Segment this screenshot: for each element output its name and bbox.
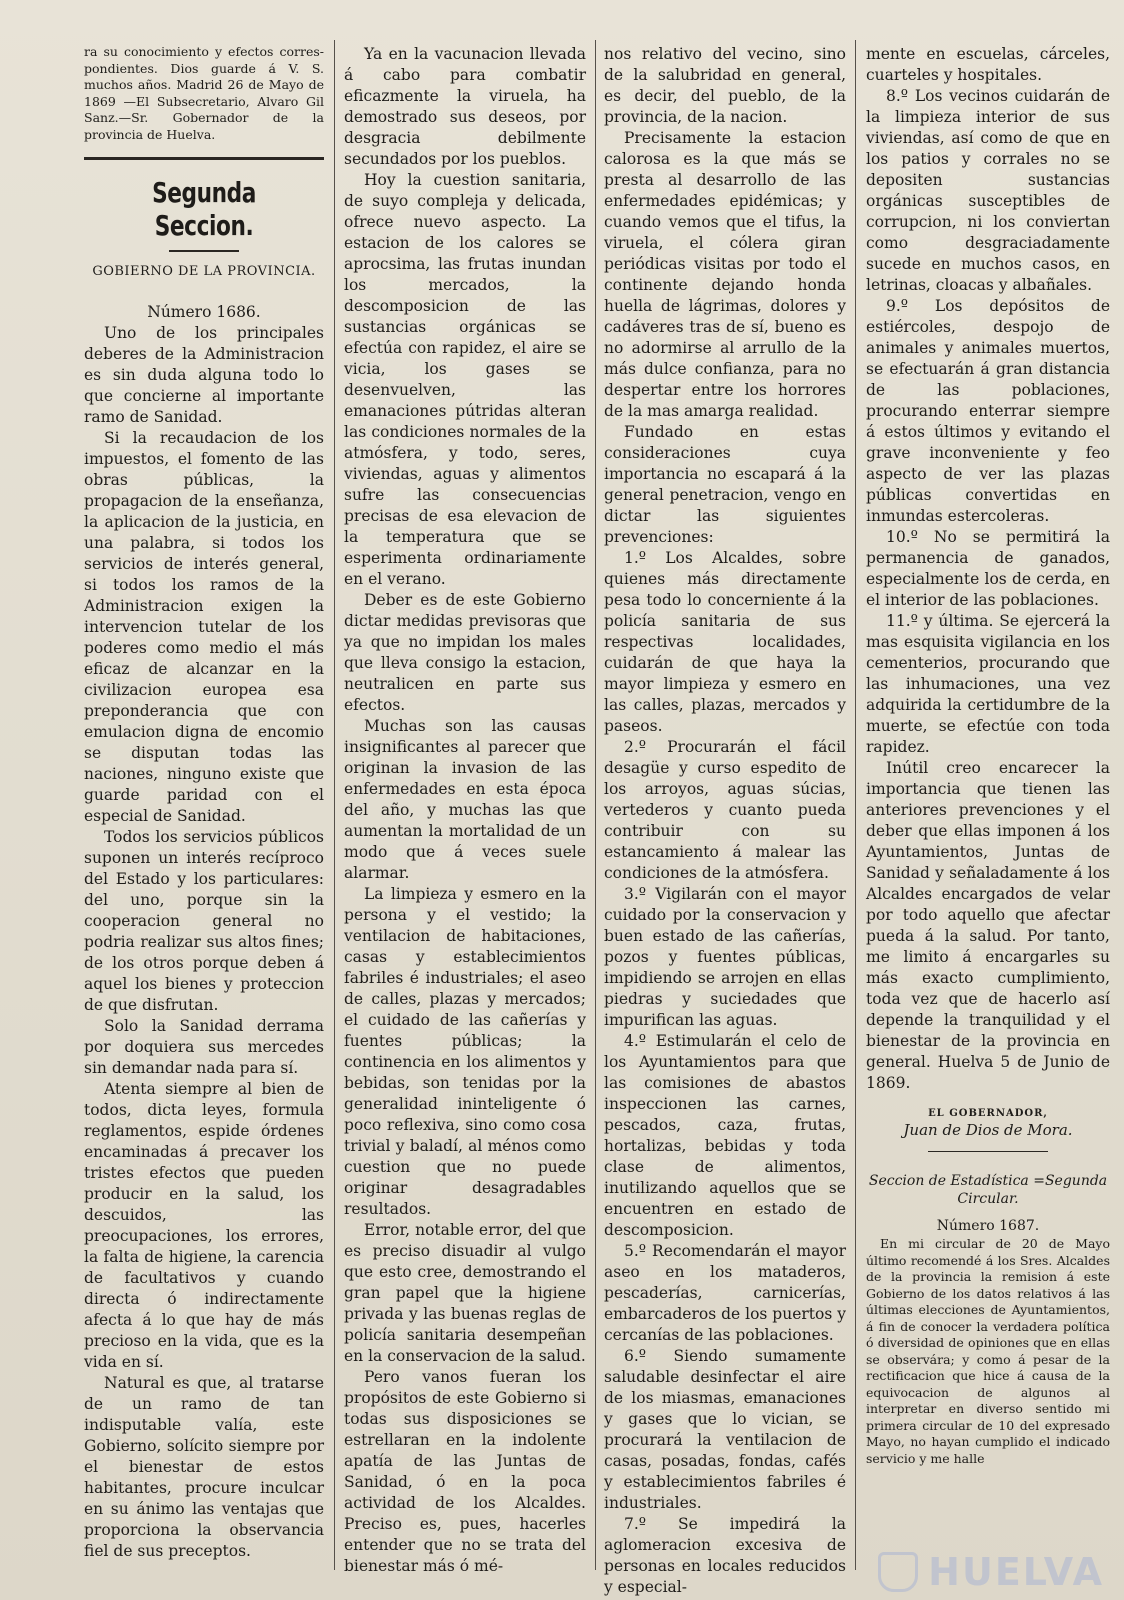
prevention-item: 3.º Vigilarán con el mayor cuidado por la conservacion y buen estado de las cañerías, pozos y fuentes públicas, impidiendo se arrojen en ellas piedras y suciedades que impurifican las aguas. [604, 885, 846, 1029]
paragraph: Hoy la cuestion sanitaria, de suyo compleja y delicada, ofrece nuevo aspecto. La estacion de los calores se aprocsima, las frutas inundan los mercados, la descomposicion de las sustancias orgánicas se efectúa con rapidez, el aire se vicia, los gases se desenvuelven, las emanaciones pútridas alteran las condiciones normales de la atmósfera, y todo, seres, viviendas, aguas y alimentos sufre las consecuencias precisas de esa elevacion de la temperatura que se esperimenta ordinariamente en el verano. [344, 171, 586, 588]
prevention-item: 2.º Procurarán el fácil desagüe y curso espedito de los arroyos, aguas súcias, vertederos y cuanto pueda contribuir con su estancamiento á malear las condiciones de la atmósfera. [604, 738, 846, 882]
prevention-item: 6.º Siendo sumamente saludable desinfectar el aire de los miasmas, emanaciones y gases que lo vician, se procurará la ventilacion de casas, posadas, fondas, cafés y establecimientos fabriles é industriales. [604, 1347, 846, 1512]
paragraph: Precisamente la estacion calorosa es la que más se presta al desarrollo de las enfermedades epidémicas; y cuando vemos que el tifus, la viruela, el cólera giran periódicas visitas por todo el continente dejando honda huella de lágrimas, dolores y cadáveres tras de sí, bueno es no adormirse al arrullo de la más dulce confianza, para no despertar entre los horrores de la mas amarga realidad. [604, 129, 846, 420]
paragraph: Pero vanos fueran los propósitos de este Gobierno si todas sus disposiciones se estrellaran en la indolente apatía de las Juntas de Sanidad, ó en la poca actividad de los Alcaldes. Preciso es, pues, hacerles entender que no se trata del bienestar más ó mé- [344, 1368, 586, 1575]
prevention-item: 9.º Los depósitos de estiércoles, despojo de animales y animales muertos, se efectuarán á gran distancia de las poblaciones, procurando enterrar siempre á estos últimos y evitando el grave inconveniente y feo aspecto de ver las plazas públicas convertidas en inmundas estercoleras. [866, 297, 1110, 525]
article-divider [928, 1151, 1048, 1152]
paragraph: Solo la Sanidad derrama por doquiera sus mercedes sin demandar nada para sí. [84, 1017, 324, 1077]
section-divider [84, 157, 324, 160]
prevention-item: 7.º Se impedirá la aglomeracion excesiva de personas en locales reducidos y especial- [604, 1515, 846, 1596]
prevention-item: 10.º No se permitirá la permanencia de ganados, especialmente los de cerda, en el interior de las poblaciones. [866, 528, 1110, 609]
watermark-text: HUELVA [928, 1550, 1104, 1594]
paragraph: Ya en la vacunacion llevada á cabo para combatir eficazmente la viruela, ha demostrado sus deseos, por desgracia debilmente secundados por los pueblos. [344, 45, 586, 168]
previous-article-ending: ra su conocimiento y efectos corres-pondientes. Dios guarde á V. S. muchos años. Madrid 26 de Mayo de 1869 —El Subsecretario, Alvaro Gil Sanz.—Sr. Gobernador de la provincia de Huelva. [84, 44, 324, 142]
column-4 [866, 44, 1110, 1568]
circular-number: Número 1687. [936, 1218, 1040, 1234]
prevention-item: 1.º Los Alcaldes, sobre quienes más directamente pesa todo lo concerniente á la policía sanitaria de sus respectivas localidades, cuidarán de que haya la mayor limpieza y esmero en las calles, plazas, mercados y paseos. [604, 549, 846, 735]
signature-role: EL GOBERNADOR, [928, 1108, 1048, 1119]
prevention-item: 8.º Los vecinos cuidarán de la limpieza interior de sus viviendas, así como de que en los patios y corrales no se depositen sustancias orgánicas susceptibles de corrupcion, ni los conviertan como desgraciadamente sucede en muchos casos, en letrinas, cloacas y albañales. [866, 87, 1110, 294]
column-2 [344, 44, 586, 1575]
paragraph: Todos los servicios públicos suponen un interés recíproco del Estado y los particulares: del uno, porque sin la cooperacion general no podria realizar sus altos fines; de los otros porque deben á aquel los bienes y proteccion de que disfrutan. [84, 828, 324, 1014]
paragraph: Fundado en estas consideraciones cuya importancia no escapará á la general penetracion, vengo en dictar las siguientes prevenciones: [604, 423, 846, 546]
shield-icon [878, 1552, 918, 1592]
signature-name: Juan de Dios de Mora. [903, 1121, 1073, 1139]
prevention-item: 4.º Estimularán el celo de los Ayuntamientos para que las comisiones de abastos inspeccionen las carnes, pescados, caza, frutas, hortalizas, bebidas y toda clase de alimentos, inutilizando aquellos que se encuentren en estado de descomposicion. [604, 1032, 846, 1239]
paragraph: Error, notable error, del que es preciso disuadir al vulgo que esto cree, demostrando el gran papel que la higiene privada y las buenas reglas de policía sanitaria desempeñan en la conservacion de la salud. [344, 1221, 586, 1365]
column-3 [604, 44, 846, 1596]
subsection-heading: GOBIERNO DE LA PROVINCIA. [92, 264, 316, 279]
paragraph-continuation: nos relativo del vecino, sino de la salubridad en general, es decir, del pueblo, de la provincia, de la nacion. [604, 45, 846, 126]
paragraph: Deber es de este Gobierno dictar medidas previsoras que ya que no impidan los males que lleva consigo la estacion, neutralicen en parte sus efectos. [344, 591, 586, 714]
column-rule [595, 40, 596, 1570]
paragraph: Natural es que, al tratarse de un ramo de tan indisputable valía, este Gobierno, solícito siempre por el bienestar de estos habitantes, procure inculcar en su ánimo las ventajas que proporciona la observancia fiel de sus preceptos. [84, 1374, 324, 1560]
article-number: Número 1686. [147, 303, 261, 321]
prevention-item: 5.º Recomendarán el mayor aseo en los mataderos, pescaderías, carnicerías, embarcaderos de los puertos y cercanías de las poblaciones. [604, 1242, 846, 1344]
paragraph: Muchas son las causas insignificantes al parecer que originan la invasion de las enfermedades en esta época del año, y muchas las que aumentan la mortalidad de un modo que á veces suele alarmar. [344, 717, 586, 882]
archive-watermark [878, 1550, 1104, 1594]
column-rule [334, 40, 335, 1570]
column-rule [855, 40, 856, 1570]
paragraph: La limpieza y esmero en la persona y el vestido; la ventilacion de habitaciones, casas y establecimientos fabriles é industriales; el aseo de calles, plazas y mercados; el cuidado de las cañerías y fuentes públicas; la continencia en los alimentos y bebidas, son tenidas por la generalidad ininteligente ó poco reflexiva, sino como cosa trivial y baladí, al ménos como cuestion que no puede originar desagradables resultados. [344, 885, 586, 1218]
paragraph-continuation: mente en escuelas, cárceles, cuarteles y hospitales. [866, 45, 1110, 84]
paragraph: Si la recaudacion de los impuestos, el fomento de las obras públicas, la propagacion de la enseñanza, la aplicacion de la justicia, en una palabra, si todos los servicios de interés general, si todos los ramos de la Administracion exigen la intervencion tutelar de los poderes como medio el más eficaz de alcanzar en la civilizacion europea esa preponderancia que con emulacion digna de encomio se disputan todas las naciones, ninguno existe que guarde paridad con el especial de Sanidad. [84, 429, 324, 825]
section-title: Segunda Seccion. [152, 176, 256, 242]
paragraph: Atenta siempre al bien de todos, dicta leyes, formula reglamentos, espide órdenes encaminadas á precaver los tristes efectos que pueden producir en la salud, los descuidos, las preocupaciones, los errores, la falta de higiene, la carencia de facultativos y cuando directa ó indirectamente afecta á lo que hay de más precioso en la vida, que es la vida en sí. [84, 1080, 324, 1371]
title-ornament-rule [169, 250, 239, 252]
paragraph: Inútil creo encarecer la importancia que tienen las anteriores prevenciones y el deber que ellas imponen á los Ayuntamientos, Juntas de Sanidad y señaladamente á los Alcaldes encargados de velar por todo aquello que afectar pueda á la salud. Por tanto, me limito á encargarles su más exacto cumplimiento, toda vez que de hacerlo así depende la tranquilidad y el bienestar de la provincia en general. Huelva 5 de Junio de 1869. [866, 759, 1110, 1092]
prevention-item: 11.º y última. Se ejercerá la mas esquisita vigilancia en los cementerios, procurando que las inhumaciones, una vez adquirida la certidumbre de la muerte, se efectúe con toda rapidez. [866, 612, 1110, 756]
column-1 [84, 44, 324, 1568]
circular-title: Seccion de Estadística =Segunda Circular. [868, 1173, 1108, 1207]
paragraph: Uno de los principales deberes de la Administracion es sin duda alguna todo lo que concierne al importante ramo de Sanidad. [84, 324, 324, 426]
circular-paragraph: En mi circular de 20 de Mayo último recomendé á los Sres. Alcaldes de la provincia la remision á este Gobierno de los datos relativos á las últimas elecciones de Ayuntamientos, á fin de conocer la verdadera política ó diversidad de opiniones que en ellas se observára; y como á pesar de la rectificacion que hice á causa de la equivocacion de algunos al interpretar en diverso sentido mi primera circular de 10 del expresado Mayo, no hayan cumplido el indicado servicio y me halle [866, 1236, 1110, 1466]
